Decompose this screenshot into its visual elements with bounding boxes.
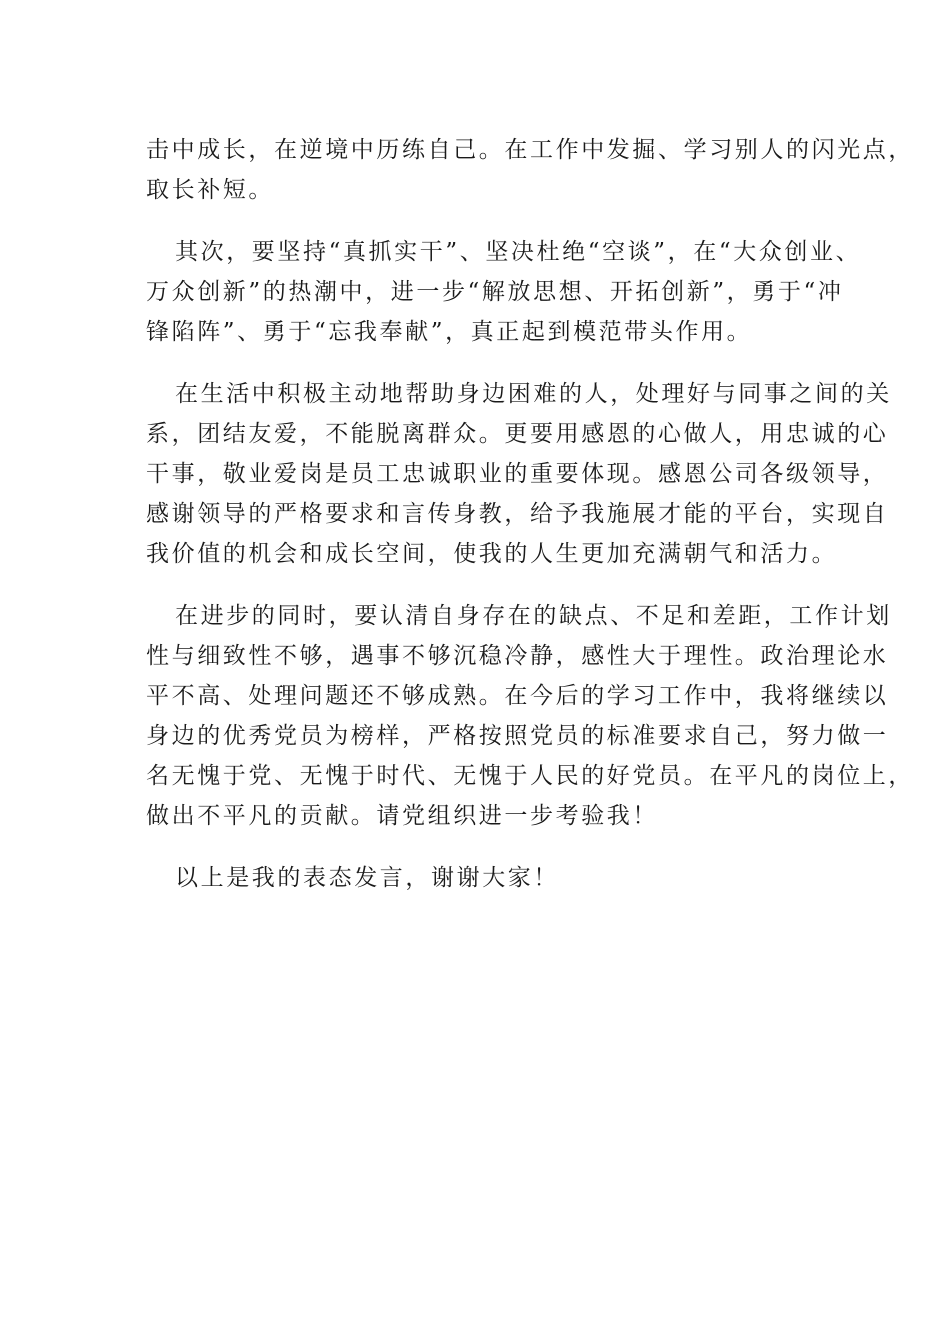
paragraph-line: 万众创新”的热潮中，进一步“解放思想、开拓创新”，勇于“冲 xyxy=(146,279,844,305)
paragraph-line: 平不高、处理问题还不够成熟。在今后的学习工作中，我将继续以 xyxy=(146,683,889,709)
paragraph-line: 感谢领导的严格要求和言传身教，给予我施展才能的平台，实现自 xyxy=(146,501,889,527)
paragraph-line: 以上是我的表态发言，谢谢大家！ xyxy=(175,865,559,891)
paragraph-3 xyxy=(146,374,892,574)
paragraph-line: 干事，敬业爱岗是员工忠诚职业的重要体现。感恩公司各级领导， xyxy=(146,461,889,487)
paragraph-line: 在进步的同时，要认清自身存在的缺点、不足和差距，工作计划 xyxy=(175,603,892,629)
paragraph-1 xyxy=(146,130,914,210)
paragraph-line: 名无愧于党、无愧于时代、无愧于人民的好党员。在平凡的岗位上， xyxy=(146,763,914,789)
paragraph-line: 性与细致性不够，遇事不够沉稳冷静，感性大于理性。政治理论水 xyxy=(146,643,889,669)
paragraph-line: 在生活中积极主动地帮助身边困难的人，处理好与同事之间的关 xyxy=(175,381,892,407)
paragraph-line: 锋陷阵”、勇于“忘我奉献”，真正起到模范带头作用。 xyxy=(146,319,753,345)
paragraph-line: 身边的优秀党员为榜样，严格按照党员的标准要求自己，努力做一 xyxy=(146,723,889,749)
paragraph-line: 其次，要坚持“真抓实干”、坚决杜绝“空谈”，在“大众创业、 xyxy=(175,239,862,265)
paragraph-5 xyxy=(146,858,816,898)
paragraph-line: 击中成长，在逆境中历练自己。在工作中发掘、学习别人的闪光点， xyxy=(146,137,914,163)
document-body xyxy=(146,130,914,920)
paragraph-line: 我价值的机会和成长空间，使我的人生更加充满朝气和活力。 xyxy=(146,541,838,567)
paragraph-line: 做出不平凡的贡献。请党组织进一步考验我！ xyxy=(146,803,658,829)
paragraph-line: 取长补短。 xyxy=(146,177,274,203)
paragraph-4 xyxy=(146,596,914,836)
paragraph-2 xyxy=(146,232,862,352)
paragraph-line: 系，团结友爱，不能脱离群众。更要用感恩的心做人，用忠诚的心 xyxy=(146,421,889,447)
